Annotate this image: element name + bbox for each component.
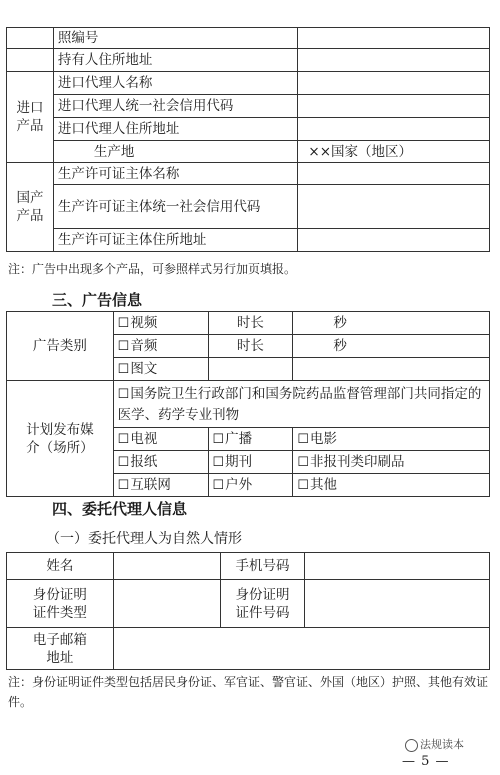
id-type-label: 身份证明 证件类型 xyxy=(7,580,114,628)
internet-label: 互联网 xyxy=(130,476,171,493)
license-number-label: 照编号 xyxy=(53,28,297,49)
audio-label: 音频 xyxy=(130,337,158,354)
film-label: 电影 xyxy=(310,430,337,447)
video-seconds-cell xyxy=(293,312,490,335)
broadcast-checkbox[interactable] xyxy=(208,428,293,451)
video-seconds-unit: 秒 xyxy=(333,315,347,331)
graphic-label: 图文 xyxy=(130,360,158,377)
checkbox-icon xyxy=(213,477,226,493)
license-subject-name-label: 生产许可证主体名称 xyxy=(53,163,297,185)
checkbox-icon xyxy=(118,315,131,331)
name-label: 姓名 xyxy=(7,553,114,580)
broadcast-label: 广播 xyxy=(225,430,253,447)
graphic-checkbox[interactable] xyxy=(113,358,208,381)
checkbox-icon xyxy=(297,454,310,470)
audio-seconds-cell xyxy=(293,335,490,358)
email-label: 电子邮箱 地址 xyxy=(7,628,114,670)
email-value[interactable] xyxy=(113,628,489,670)
product-info-table xyxy=(6,27,490,252)
checkbox-icon xyxy=(118,431,131,447)
video-label: 视频 xyxy=(130,314,158,331)
newspaper-label: 报纸 xyxy=(130,453,158,470)
checkbox-icon xyxy=(118,477,131,493)
holder-address-label: 持有人住所地址 xyxy=(53,49,297,72)
periodical-label: 期刊 xyxy=(225,453,253,470)
blank-cell xyxy=(208,358,293,381)
id-number-value[interactable] xyxy=(305,580,490,628)
checkbox-icon xyxy=(297,431,310,447)
newspaper-checkbox[interactable] xyxy=(113,451,208,474)
import-product-label: 进口 产品 xyxy=(7,72,54,163)
video-duration-label: 时长 xyxy=(208,312,293,335)
license-subject-address-value xyxy=(298,229,490,252)
internet-checkbox[interactable] xyxy=(113,474,208,497)
section-ad-info-title: 三、广告信息 xyxy=(52,291,143,309)
other-label: 其他 xyxy=(310,476,337,493)
import-agent-address-label: 进口代理人住所地址 xyxy=(53,118,297,141)
id-type-value[interactable] xyxy=(113,580,220,628)
watermark xyxy=(405,736,464,752)
name-value[interactable] xyxy=(113,553,220,580)
license-number-value xyxy=(298,28,490,49)
id-number-label: 身份证明 证件号码 xyxy=(220,580,305,628)
blank-cell xyxy=(7,49,54,72)
ad-info-table xyxy=(6,311,490,497)
note-multiple-products: 注：广告中出现多个产品，可参照样式另行加页填报。 xyxy=(8,262,297,276)
import-agent-name-value xyxy=(298,72,490,95)
audio-duration-label: 时长 xyxy=(208,335,293,358)
holder-address-value xyxy=(298,49,490,72)
ad-type-label: 广告类别 xyxy=(7,312,114,381)
origin-label: 生产地 xyxy=(53,141,297,163)
video-checkbox[interactable] xyxy=(113,312,208,335)
natural-person-subtitle: （一）委托代理人为自然人情形 xyxy=(46,531,242,547)
checkbox-icon xyxy=(213,454,226,470)
checkbox-icon xyxy=(118,338,131,354)
tv-label: 电视 xyxy=(130,430,158,447)
audio-checkbox[interactable] xyxy=(113,335,208,358)
film-checkbox[interactable] xyxy=(293,428,490,451)
non-periodical-print-checkbox[interactable] xyxy=(293,451,490,474)
license-subject-credit-code-label: 生产许可证主体统一社会信用代码 xyxy=(53,185,297,229)
license-subject-credit-code-value xyxy=(298,185,490,229)
watermark-text: 法规读本 xyxy=(420,738,464,751)
import-agent-credit-code-value xyxy=(298,95,490,118)
outdoor-label: 户外 xyxy=(225,476,253,493)
domestic-product-label: 国产 产品 xyxy=(7,163,54,252)
license-subject-name-value xyxy=(298,163,490,185)
journal-checkbox[interactable] xyxy=(113,381,489,428)
import-agent-credit-code-label: 进口代理人统一社会信用代码 xyxy=(53,95,297,118)
checkbox-icon xyxy=(297,477,310,493)
phone-label: 手机号码 xyxy=(220,553,305,580)
note-id-types: 注：身份证明证件类型包括居民身份证、军官证、警官证、外国（地区）护照、其他有效证件。 xyxy=(8,675,489,709)
outdoor-checkbox[interactable] xyxy=(208,474,293,497)
other-checkbox[interactable] xyxy=(293,474,490,497)
checkbox-icon xyxy=(118,361,131,377)
blank-cell xyxy=(293,358,490,381)
publish-media-label: 计划发布媒 介（场所） xyxy=(7,381,114,497)
phone-value[interactable] xyxy=(305,553,490,580)
checkbox-icon xyxy=(213,431,226,447)
periodical-checkbox[interactable] xyxy=(208,451,293,474)
tv-checkbox[interactable] xyxy=(113,428,208,451)
import-agent-name-label: 进口代理人名称 xyxy=(53,72,297,95)
license-subject-address-label: 生产许可证主体住所地址 xyxy=(53,229,297,252)
import-agent-address-value xyxy=(298,118,490,141)
section-agent-info-title: 四、委托代理人信息 xyxy=(52,500,188,518)
agent-info-table xyxy=(6,552,490,670)
checkbox-icon xyxy=(118,386,131,402)
page-number: — 5 — xyxy=(402,754,450,769)
wechat-icon xyxy=(405,739,418,752)
blank-cell xyxy=(7,28,54,49)
origin-value: ××国家（地区） xyxy=(298,141,490,163)
audio-seconds-unit: 秒 xyxy=(333,338,347,354)
non-periodical-print-label: 非报刊类印刷品 xyxy=(310,453,405,470)
journal-label: 国务院卫生行政部门和国务院药品监督管理部门共同指定的医学、药学专业刊物 xyxy=(117,385,482,423)
checkbox-icon xyxy=(118,454,131,470)
